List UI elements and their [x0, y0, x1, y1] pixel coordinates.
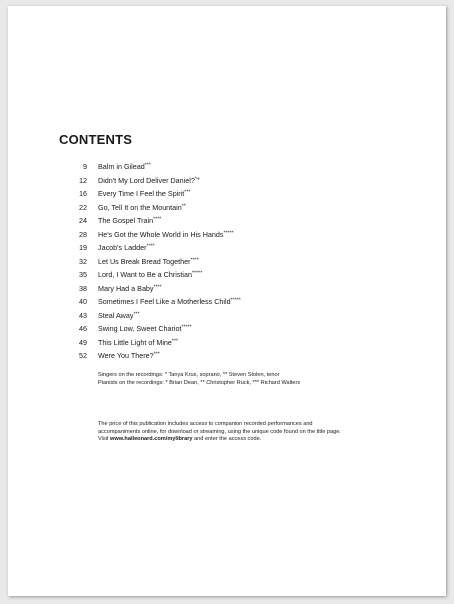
contents-entry	[59, 160, 399, 174]
entry-title: Jacob's Ladder	[98, 243, 147, 252]
entry-page-number: 40	[79, 297, 87, 306]
notice-line-1: The price of this publication includes access to companion recorded performances and	[98, 421, 313, 427]
entry-title-wrap	[98, 160, 151, 174]
notice-visit-suffix: and enter the access code.	[192, 436, 262, 442]
entry-page-number: 28	[79, 229, 87, 239]
entry-title: Let Us Break Bread Together	[98, 256, 191, 266]
entry-title-wrap	[98, 295, 241, 309]
contents-entry	[59, 174, 399, 188]
recording-credits	[98, 372, 428, 387]
contents-entry	[59, 295, 399, 309]
contents-entry	[59, 214, 399, 228]
entry-recording-marks: ***	[184, 189, 191, 196]
entry-title-wrap	[98, 349, 160, 363]
entry-recording-marks: ***	[133, 311, 140, 317]
singers-credit: Singers on the recordings: * Tanya Krus, soprano, ** Steven Stolen, tenor	[98, 372, 280, 378]
entry-title: He's Got the Whole World in His Hands	[98, 229, 224, 239]
entry-recording-marks: *****	[223, 230, 234, 236]
entry-title-wrap	[98, 282, 162, 296]
contents-entry	[59, 241, 399, 255]
library-link[interactable]: www.halleonard.com/mylibrary	[110, 436, 193, 442]
entry-title-wrap	[98, 174, 200, 188]
entry-page-number: 16	[79, 189, 87, 198]
entry-title: Go, Tell It on the Mountain	[98, 202, 182, 212]
entry-page-number: 35	[79, 270, 87, 279]
contents-entry	[59, 309, 399, 323]
entry-title-wrap	[98, 309, 140, 323]
contents-entry	[59, 201, 399, 215]
entry-page-number: 12	[79, 175, 87, 185]
contents-entry	[59, 187, 399, 201]
entry-page-number: 46	[79, 324, 87, 333]
contents-entry	[59, 282, 399, 296]
entry-title-wrap	[98, 214, 161, 228]
entry-recording-marks: ***	[153, 351, 160, 358]
entry-recording-marks: ****	[153, 284, 162, 290]
entry-page-number: 52	[79, 351, 87, 360]
contents-list	[59, 160, 399, 363]
notice-line-3	[98, 436, 428, 444]
entry-page-number: 9	[83, 162, 87, 171]
entry-recording-marks: ***	[171, 338, 179, 344]
entry-recording-marks: ****	[146, 243, 155, 250]
entry-page-number: 22	[79, 202, 87, 212]
entry-title: The Gospel Train	[98, 216, 154, 225]
pianists-credit: Pianists on the recordings: * Brian Dean, ** Christopher Ruck, *** Richard Walters	[98, 379, 301, 386]
contents-entry	[59, 255, 399, 269]
entry-page-number: 43	[79, 310, 87, 320]
entry-title: Lord, I Want to Be a Christian	[98, 270, 193, 279]
notice-visit-prefix: Visit	[98, 436, 111, 442]
entry-page-number: 38	[79, 283, 87, 293]
entry-title: Steal Away	[98, 310, 134, 320]
entry-title: This Little Light of Mine	[98, 337, 172, 347]
entry-title-wrap	[98, 228, 234, 242]
entry-recording-marks: *****	[181, 324, 192, 331]
entry-title-wrap	[98, 241, 155, 255]
document-page	[8, 6, 446, 596]
contents-entry	[59, 268, 399, 282]
entry-title: Were You There?	[98, 351, 154, 360]
entry-page-number: 24	[79, 216, 87, 225]
entry-title-wrap	[98, 268, 202, 282]
access-notice	[98, 421, 428, 444]
entry-title-wrap	[98, 322, 192, 336]
contents-heading: CONTENTS	[59, 132, 133, 147]
contents-entry	[59, 228, 399, 242]
entry-page-number: 49	[79, 337, 87, 347]
entry-title: Didn't My Lord Deliver Daniel?	[98, 175, 195, 185]
notice-line-2: accompaniments online, for download or streaming, using the unique code found on the title page.	[98, 428, 341, 435]
entry-title: Mary Had a Baby	[98, 283, 154, 293]
entry-title-wrap	[98, 255, 199, 269]
contents-entry	[59, 322, 399, 336]
entry-recording-marks: *+	[194, 176, 200, 182]
entry-title: Balm in Gilead	[98, 162, 145, 171]
contents-entry	[59, 336, 399, 350]
entry-recording-marks: ****	[190, 257, 199, 263]
entry-title: Sometimes I Feel Like a Motherless Child	[98, 297, 231, 306]
entry-page-number: 19	[79, 243, 87, 252]
entry-recording-marks: *****	[192, 270, 203, 277]
contents-entry	[59, 349, 399, 363]
entry-title-wrap	[98, 187, 190, 201]
entry-page-number: 32	[79, 256, 87, 266]
entry-recording-marks: **	[181, 203, 186, 209]
entry-title-wrap	[98, 336, 178, 350]
entry-title: Swing Low, Sweet Chariot	[98, 324, 182, 333]
entry-title-wrap	[98, 201, 186, 215]
entry-recording-marks: ****	[153, 216, 162, 223]
entry-recording-marks: ***	[144, 162, 151, 169]
entry-title: Every Time I Feel the Spirit	[98, 189, 185, 198]
entry-recording-marks: *****	[230, 297, 241, 304]
